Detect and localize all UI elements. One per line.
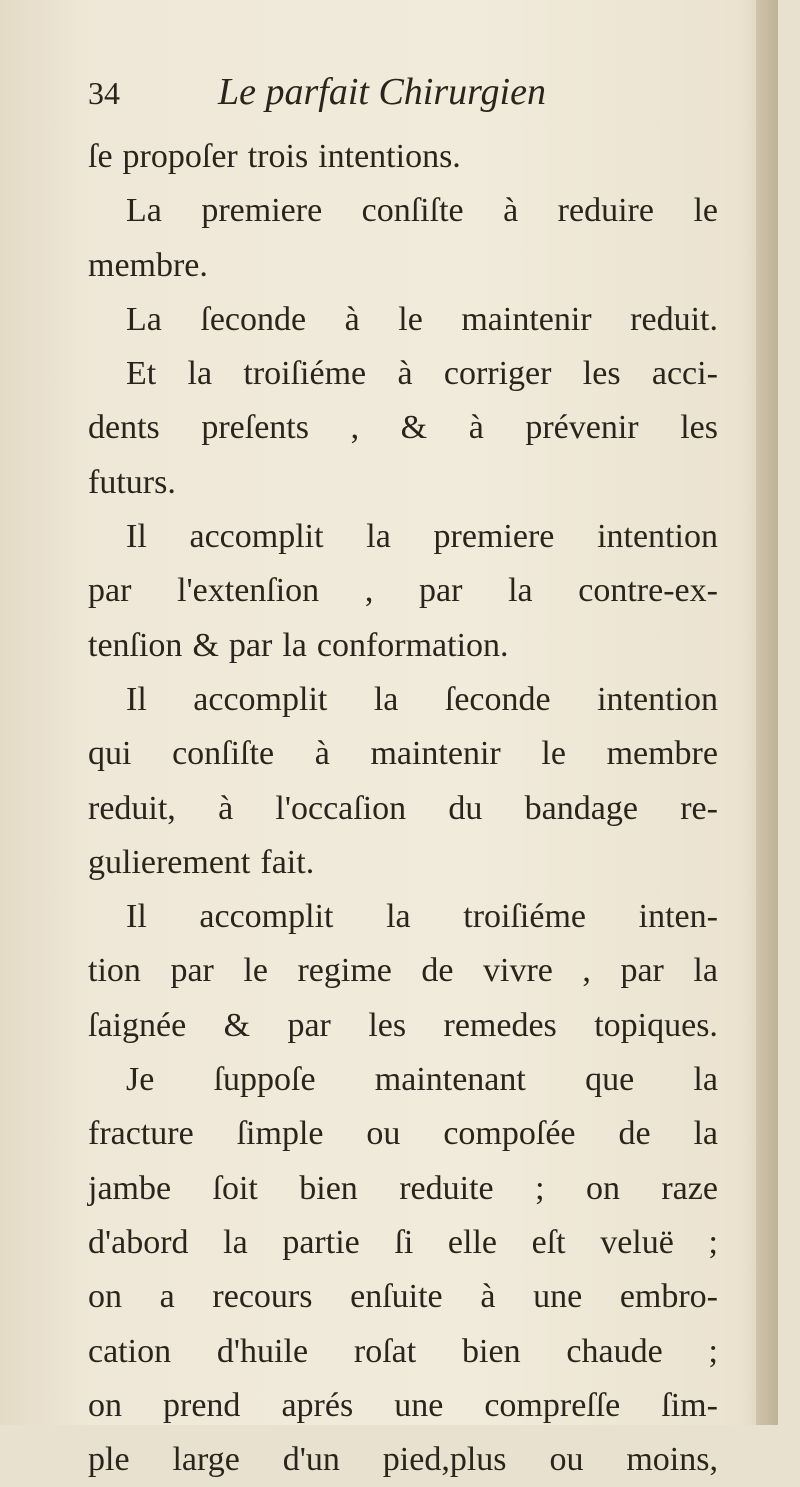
word: chaude <box>566 1332 663 1370</box>
word: accomplit <box>199 898 334 936</box>
word: recours <box>212 1278 313 1316</box>
page-edge <box>756 0 778 1425</box>
word: elle <box>447 1223 497 1261</box>
word: prend <box>163 1386 241 1424</box>
word: , <box>582 952 591 990</box>
word: la <box>386 898 411 936</box>
word: tion <box>88 952 141 990</box>
word: d'un <box>282 1441 340 1479</box>
word: de <box>421 952 454 990</box>
word: ou <box>549 1441 584 1479</box>
word: & <box>192 626 219 664</box>
word: ſaignée <box>88 1006 187 1044</box>
word: a <box>159 1278 175 1316</box>
word: ſoit <box>212 1169 258 1207</box>
word: l'extenſion <box>177 572 320 610</box>
word: troiſiéme <box>243 355 367 393</box>
text-line <box>88 944 718 998</box>
word: ſuppoſe <box>213 1061 316 1099</box>
word: ſim- <box>661 1386 718 1424</box>
word: & <box>223 1006 251 1044</box>
word: la <box>693 1061 718 1099</box>
word: ; <box>708 1223 718 1261</box>
word: les <box>582 355 621 393</box>
text-line <box>88 239 718 293</box>
word: accomplit <box>189 518 324 556</box>
word: ſeconde <box>444 680 551 718</box>
word: compoſée <box>443 1115 576 1153</box>
word: le <box>541 735 566 773</box>
text-line <box>88 401 718 455</box>
text-line <box>88 1216 718 1270</box>
word: on <box>585 1169 620 1207</box>
text-line <box>88 727 718 781</box>
word: Il <box>126 518 147 556</box>
word: large <box>172 1441 240 1479</box>
word: membre. <box>88 246 208 284</box>
word: conformation. <box>316 626 509 664</box>
word: regime <box>297 952 392 990</box>
word: le <box>693 192 718 230</box>
text-line <box>88 836 718 890</box>
word: une <box>533 1278 583 1316</box>
word: contre-ex- <box>578 572 718 610</box>
word: à <box>480 1278 496 1316</box>
word: premiere <box>201 192 323 230</box>
word: par <box>170 952 214 990</box>
word: cation <box>88 1332 172 1370</box>
word: intention <box>597 518 718 556</box>
word: inten- <box>638 898 718 936</box>
word: Il <box>126 680 147 718</box>
word: veluë <box>600 1223 674 1261</box>
word: bien <box>299 1169 358 1207</box>
word: La <box>126 300 162 338</box>
word: le <box>243 952 268 990</box>
word: ; <box>535 1169 545 1207</box>
word: ſeconde <box>200 300 307 338</box>
word: La <box>126 192 162 230</box>
text-line <box>88 347 718 401</box>
word: ſi <box>394 1223 414 1261</box>
word: prévenir <box>525 409 639 447</box>
word: la <box>693 1115 718 1153</box>
word: re- <box>680 789 718 827</box>
word: tenſion <box>88 626 183 664</box>
word: par <box>418 572 463 610</box>
text-line <box>88 1270 718 1324</box>
text-line <box>88 1107 718 1161</box>
word: remedes <box>443 1006 557 1044</box>
word: la <box>223 1223 248 1261</box>
word: aprés <box>281 1386 354 1424</box>
word: l'occaſion <box>275 789 407 827</box>
text-line <box>88 184 718 238</box>
word: membre <box>606 735 718 773</box>
word: maintenant <box>374 1061 526 1099</box>
word: ſimple <box>236 1115 324 1153</box>
word: par <box>287 1006 331 1044</box>
word: les <box>680 409 718 447</box>
word: & <box>400 409 428 447</box>
word: trois <box>247 138 309 175</box>
text-line <box>88 782 718 836</box>
word: maintenir <box>370 735 501 773</box>
word: Et <box>126 355 157 393</box>
word: propoſer <box>122 138 238 175</box>
word: partie <box>282 1223 360 1261</box>
text-line <box>88 564 718 618</box>
word: ; <box>708 1332 718 1370</box>
page-header <box>88 70 718 130</box>
body-text <box>88 130 718 1487</box>
word: que <box>585 1061 635 1099</box>
text-line <box>88 293 718 347</box>
word: ple <box>88 1441 130 1479</box>
word: Il <box>126 898 147 936</box>
word: topiques. <box>594 1006 718 1044</box>
page-number: 34 <box>88 75 120 111</box>
word: ſe <box>88 138 113 175</box>
word: la <box>282 626 307 664</box>
running-title: Le parfait Chirurgien <box>218 71 546 113</box>
text-line <box>88 890 718 944</box>
text-line <box>88 673 718 727</box>
word: intention <box>597 680 718 718</box>
word: intentions. <box>318 138 461 175</box>
text-line <box>88 1325 718 1379</box>
word: compreſſe <box>484 1386 621 1424</box>
word: jambe <box>88 1169 172 1207</box>
text-line <box>88 999 718 1053</box>
word: conſiſte <box>361 192 464 230</box>
word: eſt <box>531 1223 566 1261</box>
text-line <box>88 1053 718 1107</box>
word: reduit, <box>88 789 176 827</box>
word: une <box>394 1386 444 1424</box>
word: moins, <box>626 1441 718 1479</box>
text-line <box>88 510 718 564</box>
word: à <box>468 409 484 447</box>
word: embro- <box>619 1278 718 1316</box>
word: reduire <box>557 192 654 230</box>
word: le <box>398 300 423 338</box>
word: par <box>620 952 664 990</box>
word: la <box>508 572 533 610</box>
word: preſents <box>201 409 309 447</box>
word: reduit. <box>630 300 718 338</box>
word: acci- <box>651 355 718 393</box>
word: à <box>503 192 519 230</box>
word: fait. <box>260 843 315 881</box>
word: corriger <box>443 355 552 393</box>
word: reduite <box>399 1169 494 1207</box>
text-line <box>88 619 718 673</box>
word: bandage <box>524 789 638 827</box>
page-text-block <box>88 70 718 1487</box>
word: accomplit <box>193 680 328 718</box>
word: la <box>693 952 718 990</box>
word: conſiſte <box>172 735 275 773</box>
word: à <box>314 735 330 773</box>
word: d'abord <box>88 1223 189 1261</box>
word: dents <box>88 409 160 447</box>
text-line <box>88 1162 718 1216</box>
word: à <box>397 355 413 393</box>
word: maintenir <box>461 300 592 338</box>
word: on <box>88 1278 122 1316</box>
word: par <box>228 626 273 664</box>
word: la <box>187 355 213 393</box>
text-line <box>88 456 718 510</box>
word: fracture <box>88 1115 194 1153</box>
word: raze <box>661 1169 718 1207</box>
word: à <box>344 300 360 338</box>
word: futurs. <box>88 463 176 501</box>
word: on <box>88 1386 122 1424</box>
word: bien <box>462 1332 521 1370</box>
word: par <box>88 572 132 610</box>
word: pied,plus <box>382 1441 507 1479</box>
word: premiere <box>433 518 555 556</box>
text-line <box>88 130 718 184</box>
word: enſuite <box>350 1278 443 1316</box>
word: roſat <box>353 1332 417 1370</box>
word: ou <box>366 1115 401 1153</box>
text-line <box>88 1433 718 1487</box>
word: à <box>218 789 234 827</box>
word: les <box>368 1006 407 1044</box>
word: vivre <box>483 952 553 990</box>
word: qui <box>88 735 132 773</box>
word: gulierement <box>88 843 251 881</box>
word: du <box>448 789 483 827</box>
word: Je <box>126 1061 155 1099</box>
word: , <box>364 572 374 610</box>
word: la <box>366 518 391 556</box>
word: d'huile <box>216 1332 309 1370</box>
word: , <box>350 409 360 447</box>
word: troiſiéme <box>463 898 587 936</box>
word: la <box>373 680 399 718</box>
word: de <box>618 1115 651 1153</box>
